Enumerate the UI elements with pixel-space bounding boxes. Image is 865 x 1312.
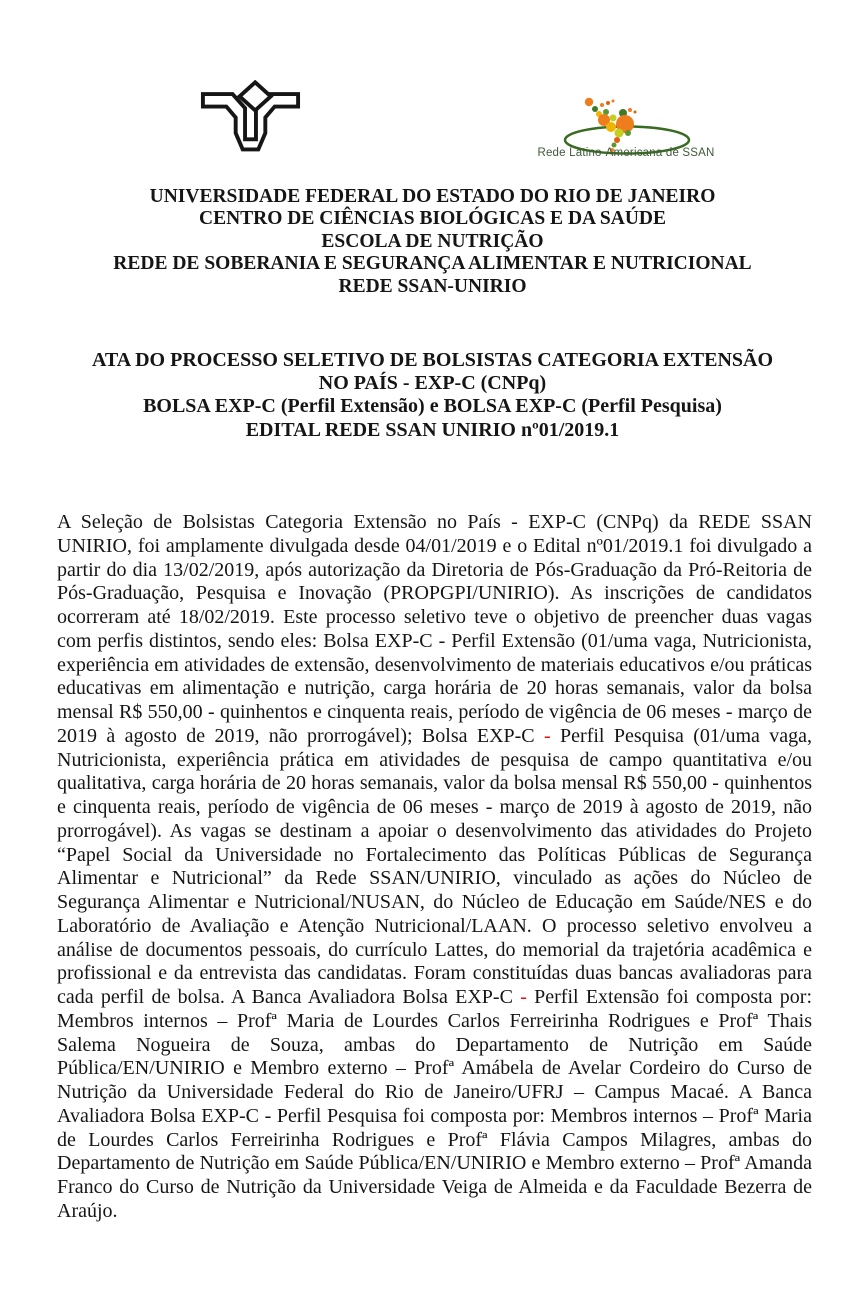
ssan-logo-caption: Rede Latino-Americana de SSAN xyxy=(537,147,715,159)
title-line-1: ATA DO PROCESSO SELETIVO DE BOLSISTAS CATEGORIA EXTENSÃO xyxy=(91,349,774,371)
institution-line-network: REDE DE SOBERANIA E SEGURANÇA ALIMENTAR E NUTRICIONAL xyxy=(113,253,752,275)
ssan-logo-dot-map xyxy=(585,98,637,152)
unirio-logo xyxy=(192,80,309,158)
body-text-segment: Perfil Extensão foi composta por: Membros internos – Profª Maria de Lourdes Carlos Ferreirinha Rodrigues e Profª Thais Salema Nogueira de Souza, ambas do Departamento de Nutrição em Saúde Pública/EN/UNIRIO e Membro externo – Profª Amábela de Avelar Cordeiro do Curso de Nutrição da Universidade Federal do Rio de Janeiro/UFRJ – Campus Macaé. A Banca Avaliadora Bolsa EXP-C - Perfil Pesquisa foi composta por: Membros internos – Profª Maria de Lourdes Carlos Ferreirinha Rodrigues e Profª Flávia Campos Milagres, ambas do Departamento de Nutrição em Saúde Pública/EN/UNIRIO e Membro externo – Profª Amanda Franco do Curso de Nutrição da Universidade Veiga de Almeida e da Faculdade Bezerra de Araújo. xyxy=(57,986,813,1222)
title-line-3: BOLSA EXP-C (Perfil Extensão) e BOLSA EXP-C (Perfil Pesquisa) xyxy=(143,395,722,418)
institution-line-school: ESCOLA DE NUTRIÇÃO xyxy=(321,230,544,252)
body-text-segment: Perfil Pesquisa (01/uma vaga, Nutricionista, experiência prática em atividades de pesquisa de campo quantitativa e/ou qualitativa, carga horária de 20 horas semanais, valor da bolsa mensal R$ 550,00 - quinhentos e cinquenta reais, período de vigência de 06 meses - março de 2019 à agosto de 2019, não prorrogável). As vagas se destinam a apoiar o desenvolvimento das atividades do Projeto “Papel Social da Universidade no Fortalecimento das Políticas Públicas de Segurança Alimentar e Nutricional” da Rede SSAN/UNIRIO, vinculado as ações do Núcleo de Segurança Alimentar e Nutricional/NUSAN, do Núcleo de Educação em Saúde/NES e do Laboratório de Avaliação e Atenção Nutricional/LAAN. O processo seletivo envolveu a análise de documentos pessoais, do currículo Lattes, do memorial da trajetória acadêmica e profissional e da entrevista das candidatas. Foram constituídas duas bancas avaliadoras para cada perfil de bolsa. A Banca Avaliadora Bolsa EXP-C xyxy=(57,724,812,1008)
institution-line-network-short: REDE SSAN-UNIRIO xyxy=(338,275,527,297)
institution-line-center: CENTRO DE CIÊNCIAS BIOLÓGICAS E DA SAÚDE xyxy=(198,208,667,230)
body-paragraph xyxy=(57,511,812,1224)
title-line-4: EDITAL REDE SSAN UNIRIO nº01/2019.1 xyxy=(245,418,620,441)
document-title xyxy=(0,349,865,442)
red-hyphen: - xyxy=(520,986,527,1008)
institution-header xyxy=(0,186,865,298)
red-hyphen: - xyxy=(544,724,551,747)
title-line-2: NO PAÍS - EXP-C (CNPq) xyxy=(318,372,547,395)
body-text-segment: A Seleção de Bolsistas Categoria Extensão no País - EXP-C (CNPq) da REDE SSAN UNIRIO, foi amplamente divulgada desde 04/01/2019 e o Edital nº01/2019.1 foi divulgado a partir do dia 13/02/2019, após autorização da Diretoria de Pós-Graduação da Pró-Reitoria de Pós-Graduação, Pesquisa e Inovação (PROPGPI/UNIRIO). As inscrições de candidatos ocorreram até 18/02/2019. Este processo seletivo teve o objetivo de preencher duas vagas com perfis distintos, sendo eles: Bolsa EXP-C - Perfil Extensão (01/uma vaga, Nutricionista, experiência em atividades de extensão, desenvolvimento de materiais educativos e/ou práticas educativas em alimentação e nutrição, carga horária de 20 horas semanais, valor da bolsa mensal R$ 550,00 - quinhentos e cinquenta reais, período de vigência de 06 meses - março de 2019 à agosto de 2019, não prorrogável); Bolsa EXP-C xyxy=(57,511,812,747)
institution-line-university: UNIVERSIDADE FEDERAL DO ESTADO DO RIO DE JANEIRO xyxy=(149,186,716,207)
